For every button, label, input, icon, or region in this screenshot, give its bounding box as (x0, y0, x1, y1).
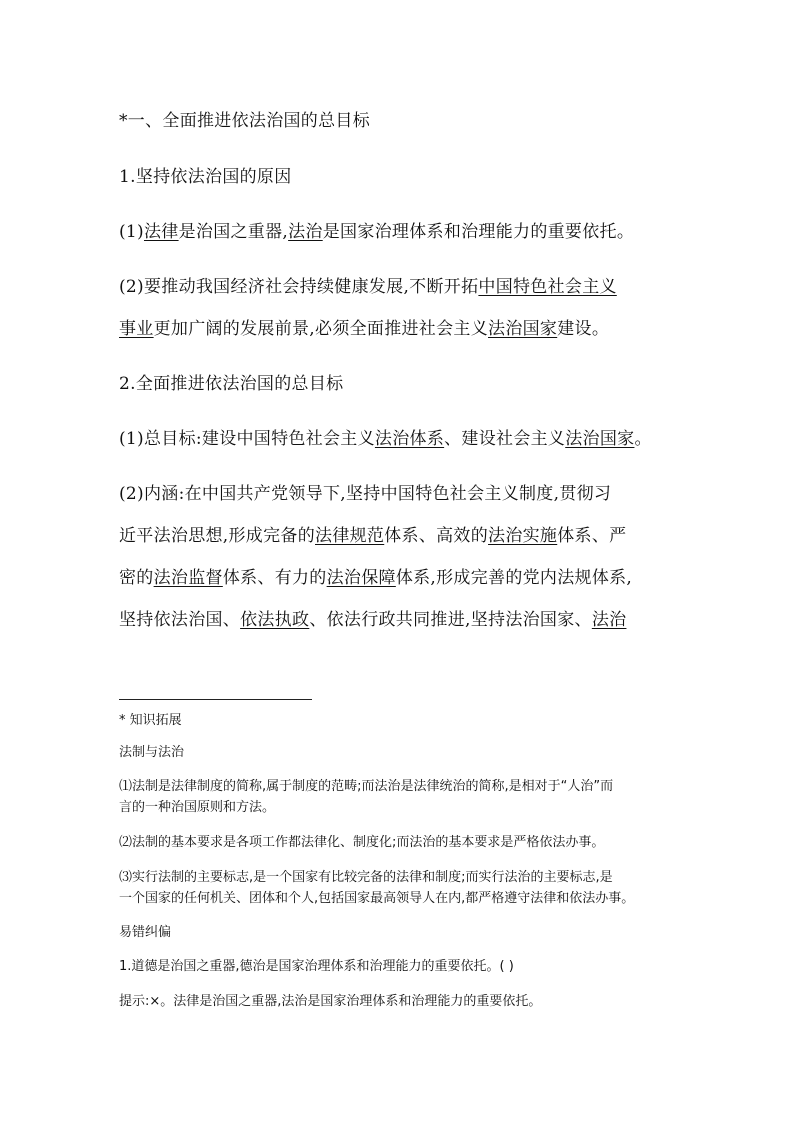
paragraph-2-line-2 (119, 314, 609, 339)
text-run: (1) (119, 222, 144, 242)
underlined-term: 法律 (143, 222, 179, 242)
underlined-term: 法治监督 (153, 568, 223, 588)
text-run: (1)总目标:建设中国特色社会主义 (119, 429, 375, 449)
text-run: 体系,形成完善的党内法规体系, (395, 568, 633, 588)
underlined-term: 依法执政 (240, 610, 310, 630)
errata-answer-1: 提示:×。法律是治国之重器,法治是国家治理体系和治理能力的重要依托。 (119, 994, 542, 1009)
footnote-title: 法制与法治 (119, 745, 185, 760)
errata-question-1: 1.道德是治国之重器,德治是国家治理体系和治理能力的重要依托。( ) (119, 959, 514, 974)
underlined-term: 法治 (288, 222, 323, 242)
underlined-term: 法治国家 (565, 429, 635, 449)
section-heading: *一、全面推进依法治国的总目标 (119, 111, 370, 131)
footnote-item-1-line-2: 言的一种治国原则和方法。 (119, 800, 276, 815)
underlined-term: 法治保障 (326, 568, 396, 588)
paragraph-3 (119, 424, 652, 449)
paragraph-4-line-4 (119, 605, 626, 630)
text-run: (2)要推动我国经济社会持续健康发展,不断开拓 (119, 277, 479, 297)
paragraph-4-line-1: (2)内涵:在中国共产党领导下,坚持中国特色社会主义制度,贯彻习 (119, 484, 612, 504)
text-run: 、建设社会主义 (444, 429, 566, 449)
text-run: 近平法治思想,形成完备的 (119, 526, 316, 546)
text-run: 体系、严 (557, 526, 627, 546)
text-run: 、依法行政共同推进,坚持法治国家、 (309, 610, 592, 630)
footnote-separator (119, 699, 312, 700)
text-run: 密的 (119, 568, 154, 588)
paragraph-1 (119, 217, 634, 242)
text-run: 是治国之重器, (178, 222, 289, 242)
underlined-term: 法治实施 (488, 526, 558, 546)
footnote-marker: * 知识拓展 (119, 713, 182, 728)
text-run: 更加广阔的发展前景,必须全面推进社会主义 (153, 319, 489, 339)
text-run: 。 (634, 429, 652, 449)
paragraph-4-line-2 (119, 521, 626, 546)
text-run: 坚持依法治国、 (119, 610, 241, 630)
underlined-term: 法治国家 (488, 319, 558, 339)
underlined-term: 中国特色社会主义 (478, 277, 617, 297)
subsection-title-2: 2.全面推进依法治国的总目标 (119, 374, 344, 394)
footnote-item-3-line-2: 一个国家的任何机关、团体和个人,包括国家最高领导人在内,都严格遵守法律和依法办事。 (119, 891, 635, 906)
text-run: 体系、高效的 (384, 526, 489, 546)
subsection-title-1: 1.坚持依法治国的原因 (119, 167, 292, 187)
text-run: 体系、有力的 (222, 568, 327, 588)
paragraph-2-line-1 (119, 272, 617, 297)
text-run: 建设。 (557, 319, 610, 339)
underlined-term: 法律规范 (315, 526, 385, 546)
underlined-term: 法治 (591, 610, 627, 630)
footnote-item-2: ⑵法制的基本要求是各项工作都法律化、制度化;而法治的基本要求是严格依法办事。 (119, 835, 605, 850)
text-run: 是国家治理体系和治理能力的重要依托。 (322, 222, 635, 242)
underlined-term: 事业 (119, 319, 154, 339)
paragraph-4-line-3 (119, 563, 632, 588)
footnote-item-3-line-1: ⑶实行法制的主要标志,是一个国家有比较完备的法律和制度;而实行法治的主要标志,是 (119, 870, 613, 885)
footnote-item-1-line-1: ⑴法制是法律制度的简称,属于制度的范畴;而法治是法律统治的简称,是相对于“人治”而 (119, 779, 614, 794)
errata-title: 易错纠偏 (119, 925, 172, 940)
underlined-term: 法治体系 (374, 429, 445, 449)
